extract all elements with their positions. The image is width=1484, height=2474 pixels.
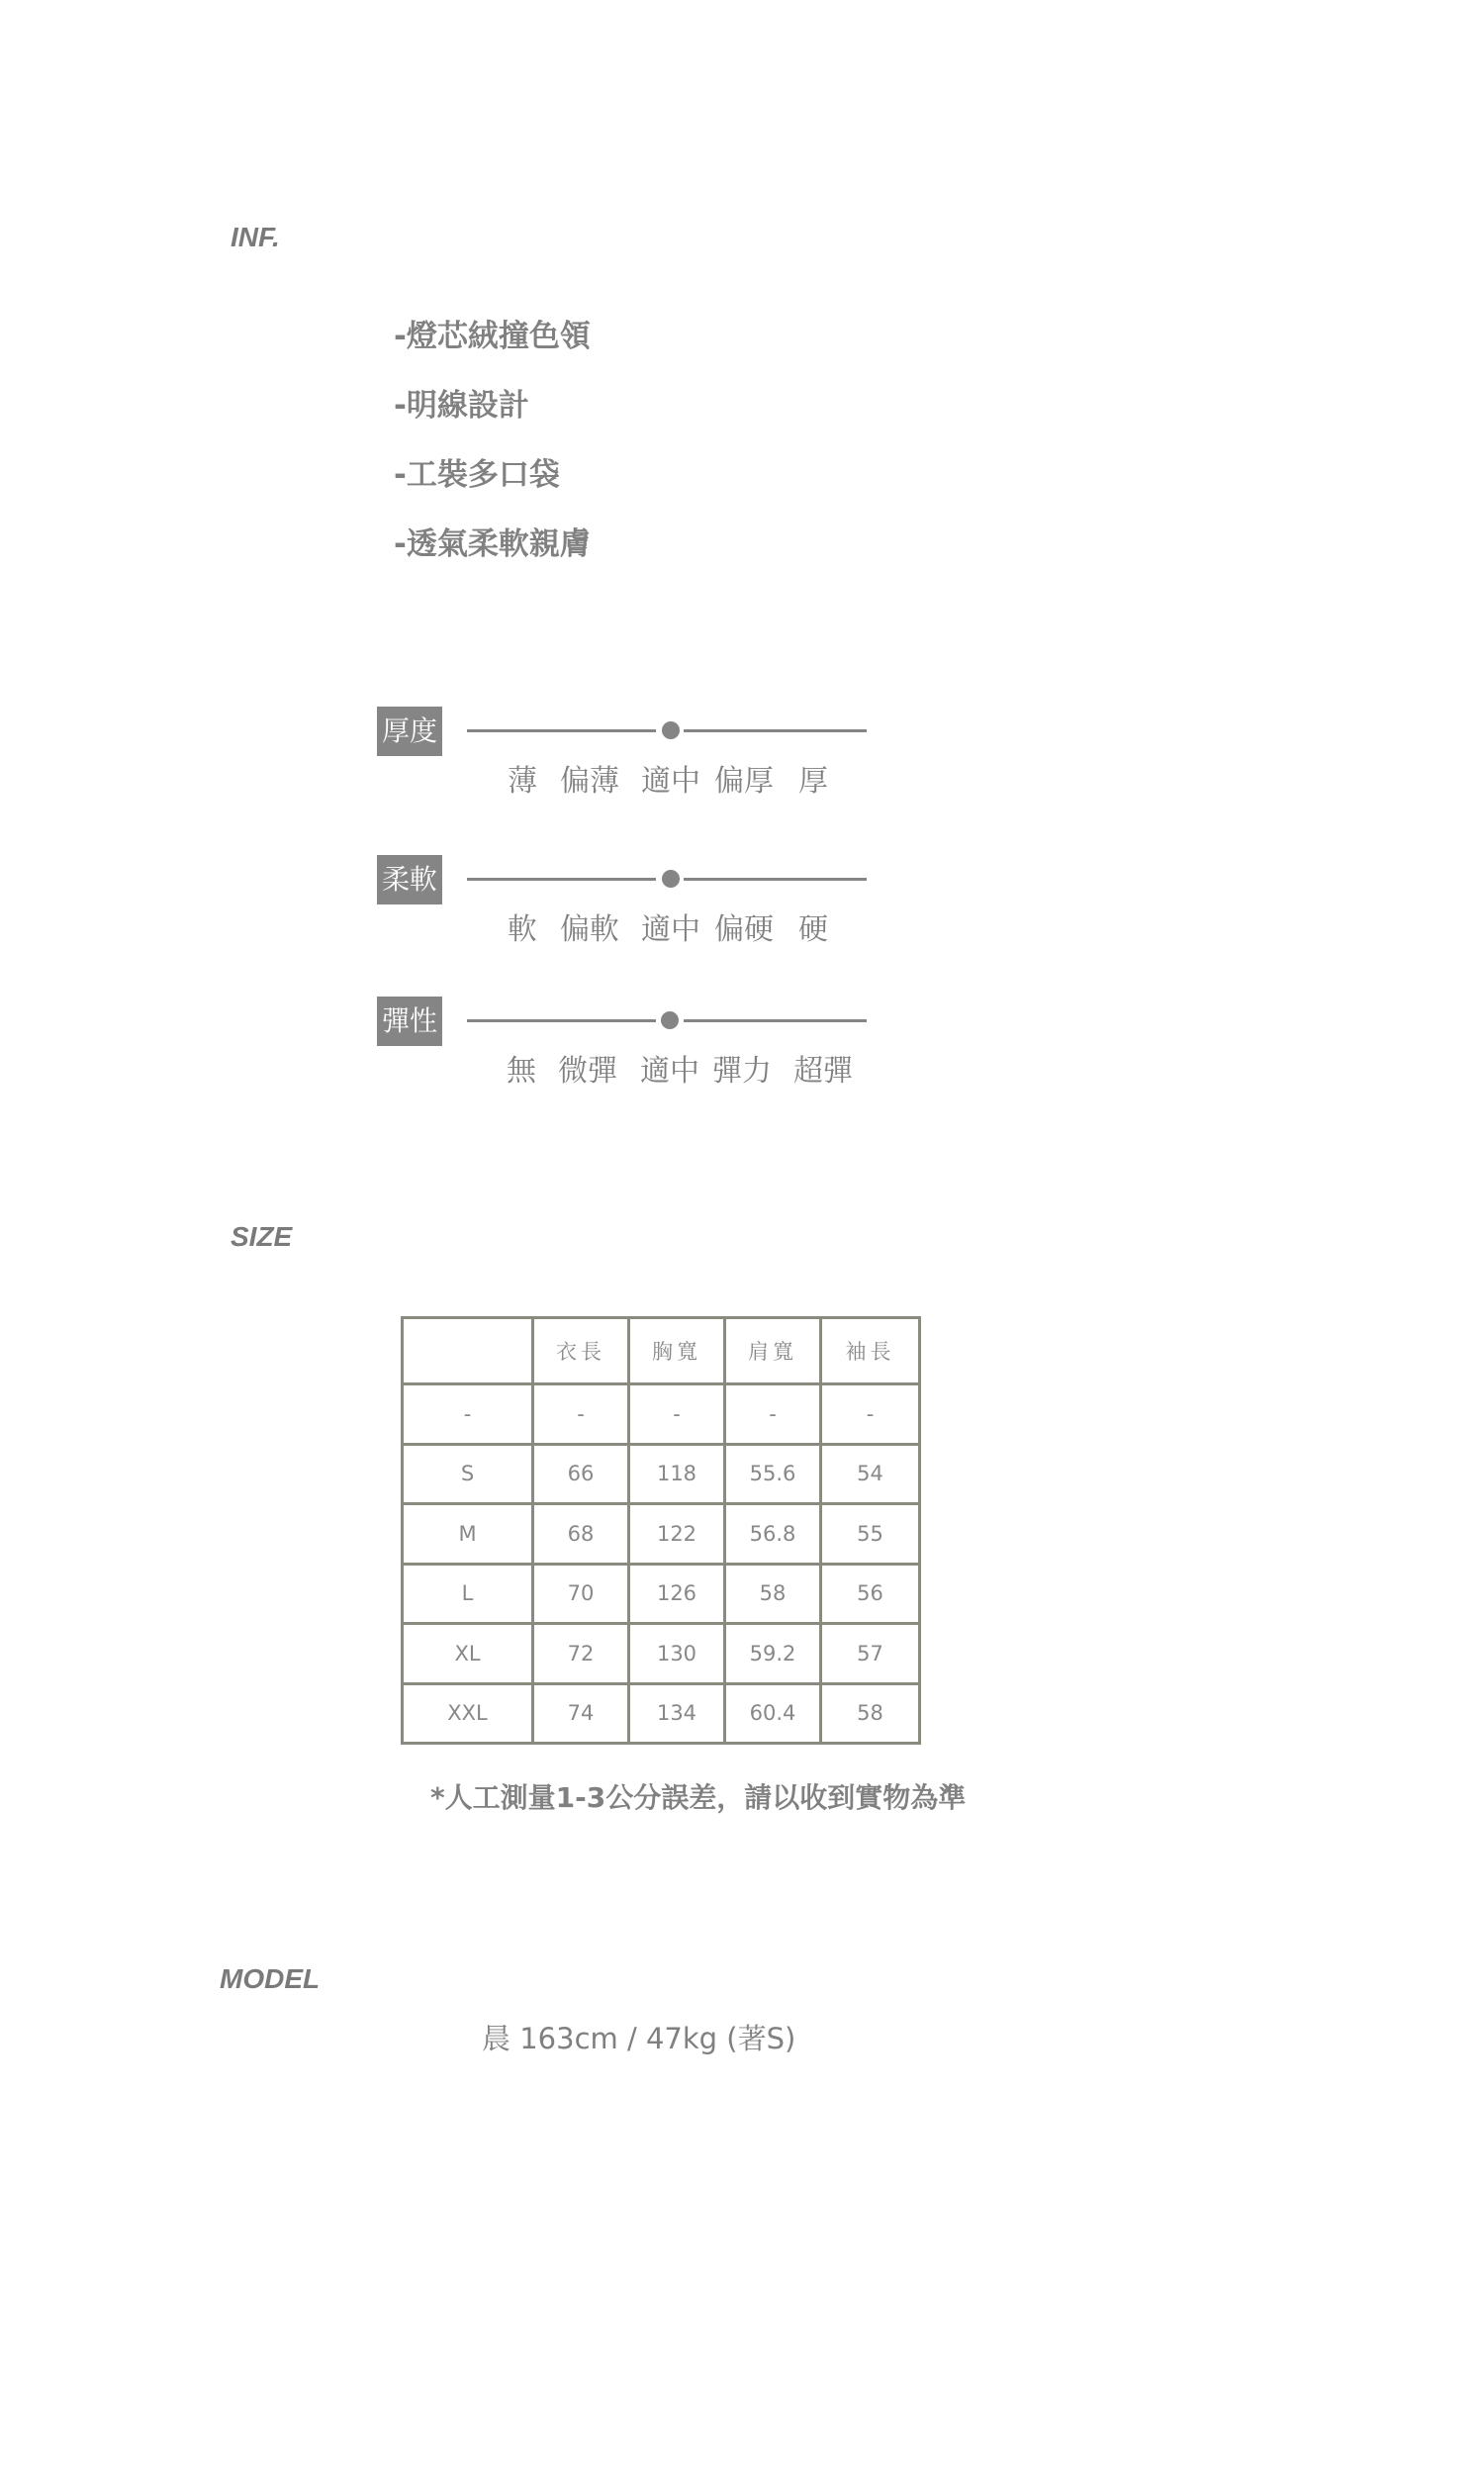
table-header-cell: 衣長 [533, 1318, 629, 1384]
feature-item: -工裝多口袋 [394, 457, 560, 493]
scale-option: 微彈 [558, 1054, 617, 1089]
table-row [403, 1384, 920, 1445]
scale-option: 適中 [641, 764, 700, 799]
scale-option: 硬 [798, 912, 828, 947]
table-row [403, 1624, 920, 1684]
scale-option: 無 [507, 1054, 536, 1089]
scale-label: 厚度 [377, 707, 442, 756]
table-cell: 126 [629, 1564, 725, 1624]
scale-option: 薄 [508, 764, 537, 799]
measurement-note: *人工測量1-3公分誤差，請以收到實物為準 [430, 1781, 967, 1814]
table-cell: 57 [821, 1624, 920, 1684]
scale-option: 厚 [798, 764, 828, 799]
scale-option: 軟 [508, 912, 537, 947]
table-cell: 74 [533, 1683, 629, 1744]
table-cell: - [821, 1384, 920, 1445]
scale-track-right [684, 729, 867, 732]
scale-option: 適中 [640, 1054, 699, 1089]
scale-indicator-dot [662, 870, 680, 888]
scale-track-right [684, 878, 867, 881]
table-cell: 56 [821, 1564, 920, 1624]
scale-option: 偏薄 [560, 764, 619, 799]
table-cell: 130 [629, 1624, 725, 1684]
size-table [401, 1316, 921, 1745]
section-title-inf: INF. [231, 222, 280, 252]
table-cell: XXL [403, 1683, 533, 1744]
scale-label: 彈性 [377, 997, 442, 1046]
table-header-cell: 袖長 [821, 1318, 920, 1384]
scale-option: 偏硬 [714, 912, 774, 947]
table-cell: 72 [533, 1624, 629, 1684]
scale-option: 偏厚 [714, 764, 774, 799]
table-cell: 58 [725, 1564, 821, 1624]
table-cell: 54 [821, 1444, 920, 1504]
table-row [403, 1444, 920, 1504]
table-cell: 55 [821, 1504, 920, 1565]
scale-indicator-dot [662, 721, 680, 739]
scale-option: 適中 [641, 912, 700, 947]
table-cell: - [629, 1384, 725, 1445]
table-cell: L [403, 1564, 533, 1624]
table-cell: 70 [533, 1564, 629, 1624]
table-cell: S [403, 1444, 533, 1504]
table-cell: XL [403, 1624, 533, 1684]
feature-item: -燈芯絨撞色領 [394, 319, 591, 354]
scale-indicator-dot [661, 1011, 679, 1029]
feature-item: -明線設計 [394, 388, 529, 424]
table-cell: 56.8 [725, 1504, 821, 1565]
table-header-cell: 胸寬 [629, 1318, 725, 1384]
scale-label: 柔軟 [377, 855, 442, 904]
table-cell: - [533, 1384, 629, 1445]
table-cell: M [403, 1504, 533, 1565]
model-info: 晨 163cm / 47kg (著S) [482, 2022, 796, 2055]
section-title-size: SIZE [231, 1221, 293, 1252]
scale-track-left [467, 878, 656, 881]
table-header-row [403, 1318, 920, 1384]
table-row [403, 1564, 920, 1624]
table-cell: 60.4 [725, 1683, 821, 1744]
table-header-cell [403, 1318, 533, 1384]
table-cell: 68 [533, 1504, 629, 1565]
table-cell: 134 [629, 1683, 725, 1744]
table-row [403, 1683, 920, 1744]
table-cell: 122 [629, 1504, 725, 1565]
table-cell: 55.6 [725, 1444, 821, 1504]
scale-track-left [467, 1019, 656, 1022]
scale-track-right [684, 1019, 867, 1022]
table-cell: 58 [821, 1683, 920, 1744]
scale-option: 超彈 [793, 1054, 853, 1089]
scale-track-left [467, 729, 656, 732]
table-header-cell: 肩寬 [725, 1318, 821, 1384]
table-cell: 66 [533, 1444, 629, 1504]
scale-option: 彈力 [712, 1054, 772, 1089]
section-title-model: MODEL [220, 1963, 321, 1994]
table-cell: 118 [629, 1444, 725, 1504]
feature-item: -透氣柔軟親膚 [394, 526, 591, 562]
table-row [403, 1504, 920, 1565]
table-cell: - [725, 1384, 821, 1445]
scale-option: 偏軟 [560, 912, 619, 947]
table-cell: 59.2 [725, 1624, 821, 1684]
table-cell: - [403, 1384, 533, 1445]
